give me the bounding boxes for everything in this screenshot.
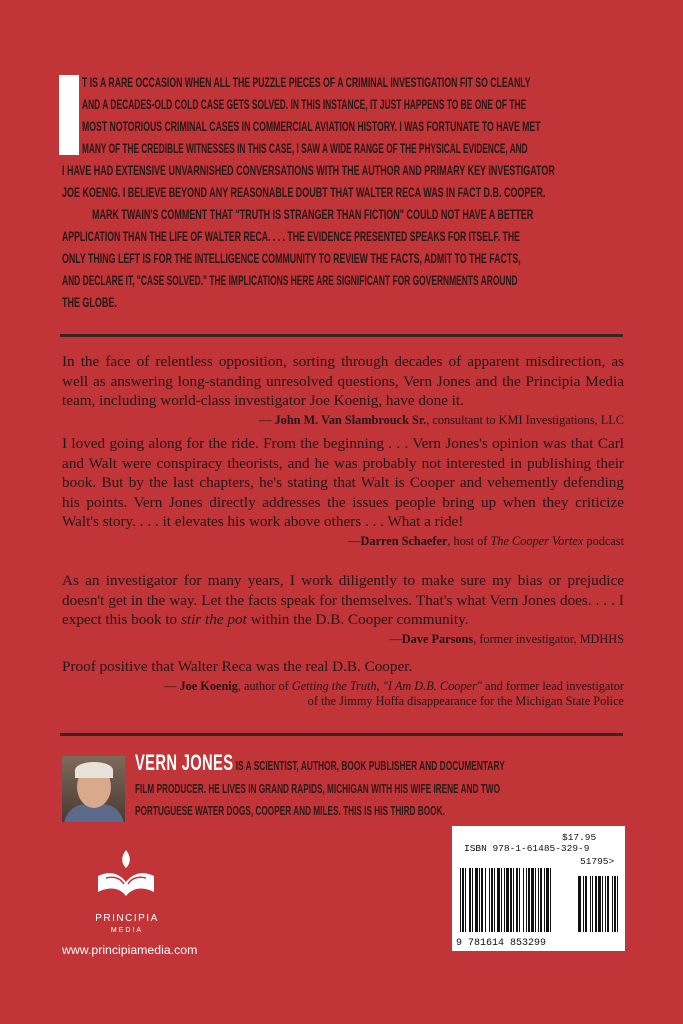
barcode-bar <box>523 868 524 932</box>
intro-line-3: MOST NOTORIOUS CRIMINAL CASES IN COMMERCIAL AVIATION HISTORY. I WAS FORTUNATE TO HAVE MET <box>82 119 541 134</box>
addon-bar <box>612 876 613 932</box>
addon-bar <box>602 876 603 932</box>
blurb-1-text: In the face of relentless opposition, sorting through decades of apparent misdirection, as well as answering long-standing unresolved questions, Vern Jones and the Principia Media team, including world-class investigator Joe Koenig, have done it. <box>62 353 624 409</box>
barcode-bar <box>465 868 466 932</box>
blurb-1-attribution <box>62 413 624 428</box>
attribution-role: , consultant to KMI Investigations, LLC <box>426 412 624 427</box>
attribution-name: Joe Koenig <box>179 678 238 693</box>
book-title-1: Getting the Truth <box>291 678 377 693</box>
addon-bar <box>614 876 616 932</box>
addon-bar <box>607 876 609 932</box>
author-photo <box>62 756 125 822</box>
barcode-bar <box>460 868 461 932</box>
addon-bar <box>585 876 587 932</box>
bio-line-2: FILM PRODUCER. HE LIVES IN GRAND RAPIDS, MICHIGAN WITH HIS WIFE IRENE AND TWO <box>135 782 500 796</box>
ean-number: 9 781614 853299 <box>456 938 547 949</box>
barcode-bar <box>494 868 495 932</box>
publisher-website[interactable]: www.principiamedia.com <box>62 943 198 957</box>
barcode-bar <box>540 868 542 932</box>
barcode-bar <box>531 868 534 932</box>
attribution-role: , author of <box>237 678 292 693</box>
addon-bar <box>605 876 606 932</box>
intro-line-9: ONLY THING LEFT IS FOR THE INTELLIGENCE COMMUNITY TO REVIEW THE FACTS, ADMIT TO THE FACTS, <box>62 251 521 266</box>
addon-bar <box>590 876 591 932</box>
attribution-name: Dave Parsons <box>401 631 474 646</box>
barcode-bar <box>481 868 483 932</box>
intro-line-11: THE GLOBE. <box>62 295 117 310</box>
principia-book-flame-icon <box>96 848 156 900</box>
intro-line-6: JOE KOENIG. I BELIEVE BEYOND ANY REASONABLE DOUBT THAT WALTER RECA WAS IN FACT D.B. COOPER. <box>62 185 546 200</box>
barcode-bar <box>472 868 473 932</box>
drop-cap-i <box>59 75 79 155</box>
divider-top <box>60 334 623 337</box>
barcode-bar <box>497 868 500 932</box>
intro-line-10: AND DECLARE IT, "CASE SOLVED." THE IMPLICATIONS HERE ARE SIGNIFICANT FOR GOVERNMENTS AROUND <box>62 273 518 288</box>
publisher-sub: MEDIA <box>110 927 144 934</box>
separator: , <box>376 678 383 693</box>
addon-bar <box>583 876 584 932</box>
barcode-bar <box>513 868 514 932</box>
attribution-name: Darren Schaefer <box>360 533 448 548</box>
isbn-barcode <box>452 826 625 951</box>
attribution-role: , former investigator, MDHHS <box>473 631 624 646</box>
barcode-bar <box>489 868 490 932</box>
book-title-2: "I Am D.B. Cooper" <box>382 678 482 693</box>
price-addon: 51795> <box>580 856 615 867</box>
bio-text: IS A SCIENTIST, AUTHOR, BOOK PUBLISHER AND DOCUMENTARY <box>233 759 505 773</box>
barcode-bar <box>504 868 505 932</box>
blurb-2 <box>62 434 624 549</box>
addon-bar <box>592 876 593 932</box>
intro-line-2: AND A DECADES-OLD COLD CASE GETS SOLVED. IN THIS INSTANCE, IT JUST HAPPENS TO BE ONE OF THE <box>82 97 527 112</box>
bio-line-1 <box>135 750 505 775</box>
dash: — <box>259 412 275 427</box>
publisher-name: PRINCIPIA <box>95 913 159 924</box>
attribution-role-end: and former lead investigator <box>481 678 624 693</box>
barcode-bar <box>526 868 527 932</box>
attribution-role: , host of <box>447 533 491 548</box>
barcode-bar <box>462 868 464 932</box>
addon-bar <box>578 876 581 932</box>
barcode-bar <box>550 868 551 932</box>
barcode-bar <box>544 868 545 932</box>
barcode-bar <box>475 868 478 932</box>
blurb-1 <box>62 352 624 428</box>
dash: — <box>348 533 361 548</box>
author-name: VERN JONES <box>135 750 234 775</box>
barcode-bar <box>528 868 530 932</box>
blurb-4-text: Proof positive that Walter Reca was the real D.B. Cooper. <box>62 658 413 675</box>
text-part: As an investigator for many years, I work diligently to make sure my bias or prejudice doesn't get in the way. Let the facts speak for themselves. That's what Vern Jones does. . . . I expect this book to <box>62 572 624 628</box>
blurb-2-text: I loved going along for the ride. From the beginning . . . Vern Jones's opinion was that Carl and Walt were conspiracy theorists, and he was probably not interested in publishing their book. But by the last chapters, he's stating that Walt is Cooper and vehemently defending his points. Vern Jones directly addresses the issues people bring up when they criticize Walt's story. . . . it elevates his work above others . . . What a ride! <box>62 435 624 530</box>
isbn-number: ISBN 978-1-61485-329-9 <box>464 843 590 854</box>
barcode-bar <box>501 868 502 932</box>
barcode-bar <box>469 868 471 932</box>
podcast-title: The Cooper Vortex <box>490 533 584 548</box>
intro-line-8: APPLICATION THAN THE LIFE OF WALTER RECA. . . . THE EVIDENCE PRESENTED SPEAKS FOR ITSELF. THE <box>62 229 520 244</box>
barcode-bar <box>516 868 518 932</box>
barcode-bar <box>485 868 486 932</box>
publisher-brand <box>62 913 192 937</box>
addon-bar <box>598 876 601 932</box>
barcode-bar <box>546 868 549 932</box>
blurb-4-attribution <box>62 679 624 709</box>
text-part: within the D.B. Cooper community. <box>246 611 469 628</box>
intro-line-5: I HAVE HAD EXTENSIVE UNVARNISHED CONVERSATIONS WITH THE AUTHOR AND PRIMARY KEY INVESTIGATOR <box>62 163 555 178</box>
bio-line-3: PORTUGUESE WATER DOGS, COOPER AND MILES. THIS IS HIS THIRD BOOK. <box>135 804 445 818</box>
intro-line-7: MARK TWAIN'S COMMENT THAT "TRUTH IS STRANGER THAN FICTION" COULD NOT HAVE A BETTER <box>92 207 534 222</box>
intro-line-1: T IS A RARE OCCASION WHEN ALL THE PUZZLE PIECES OF A CRIMINAL INVESTIGATION FIT SO CLEANLY <box>82 75 531 90</box>
attribution-role-line2: of the Jimmy Hoffa disappearance for the Michigan State Police <box>307 693 624 708</box>
barcode-bar <box>491 868 493 932</box>
blurb-2-attribution <box>62 534 624 549</box>
photo-hair <box>75 762 113 778</box>
barcode-bar <box>535 868 536 932</box>
barcode-bar <box>479 868 480 932</box>
attribution-role-end: podcast <box>583 533 624 548</box>
blurb-3-attribution <box>62 632 624 647</box>
barcode-bar <box>510 868 512 932</box>
price: $17.95 <box>562 832 597 843</box>
barcode-bar <box>538 868 539 932</box>
blurb-3-text <box>62 571 624 630</box>
text-emphasis: stir the pot <box>180 611 247 628</box>
barcode-bar <box>506 868 509 932</box>
addon-bar <box>595 876 597 932</box>
barcode-bars <box>458 868 620 936</box>
barcode-bar <box>519 868 520 932</box>
addon-bar <box>617 876 618 932</box>
attribution-name: John M. Van Slambrouck Sr. <box>274 412 427 427</box>
blurb-4 <box>62 657 624 709</box>
divider-bottom <box>60 733 623 736</box>
dash: — <box>164 678 180 693</box>
intro-line-4: MANY OF THE CREDIBLE WITNESSES IN THIS CASE, I SAW A WIDE RANGE OF THE PHYSICAL EVIDENCE, AND <box>82 141 528 156</box>
blurb-3 <box>62 571 624 647</box>
dash: — <box>389 631 402 646</box>
